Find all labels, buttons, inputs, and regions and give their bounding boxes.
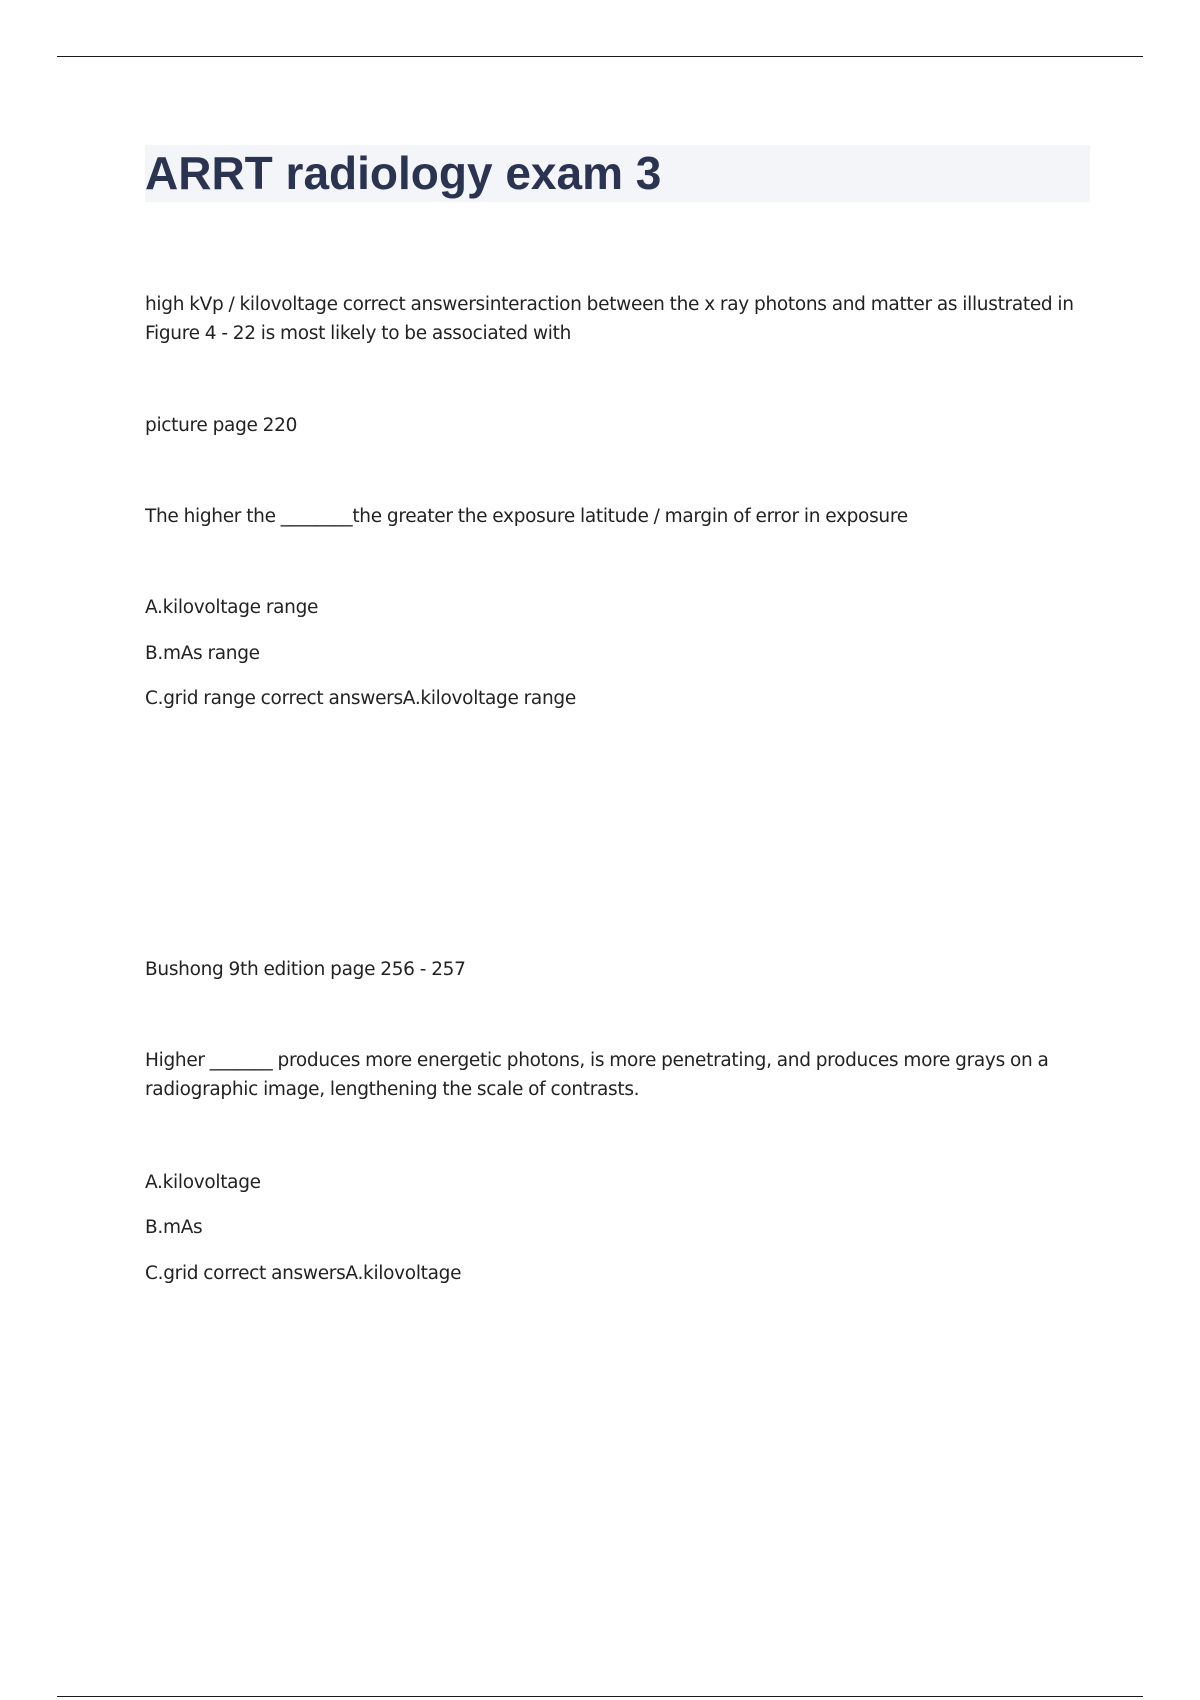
question-1-text: high kVp / kilovoltage correct answersinteraction between the x ray photons and matter as illustrated in Figure 4 - 22 is most likely to be associated with [145,294,1074,344]
question-3-option-c-answer: C.grid correct answersA.kilovoltage [145,1263,462,1284]
footer-rule [57,1696,1143,1697]
question-2-option-b: B.mAs range [145,643,260,664]
question-2-option-a: A.kilovoltage range [145,597,319,618]
question-3-option-a: A.kilovoltage [145,1172,261,1193]
question-3-text: Higher _______ produces more energetic photons, is more penetrating, and produces more grays on a radiographic image, lengthening the scale of contrasts. [145,1050,1049,1100]
question-2-text: The higher the ________the greater the exposure latitude / margin of error in exposure [145,506,908,527]
question-2-option-c-answer: C.grid range correct answersA.kilovoltage range [145,688,576,709]
header-rule [57,56,1143,57]
reference-bushong: Bushong 9th edition page 256 - 257 [145,959,466,980]
question-3-option-b: B.mAs [145,1217,203,1238]
reference-picture-page: picture page 220 [145,415,298,436]
document-title: ARRT radiology exam 3 [145,147,662,199]
